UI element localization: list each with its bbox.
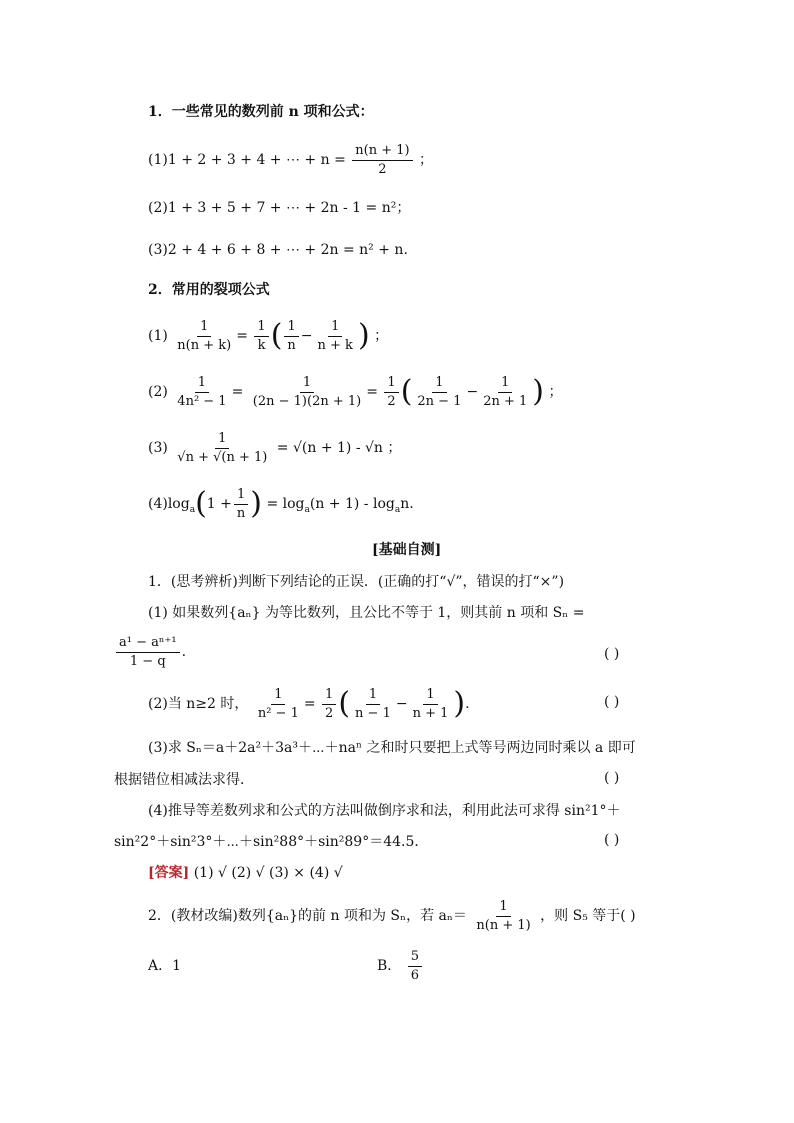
- q1-1-text: (1) 如果数列{aₙ} 为等比数列，且公比不等于 1，则其前 n 项和 Sₙ =: [148, 605, 585, 621]
- q2: 2．(教材改编)数列{aₙ}的前 n 项和为 Sₙ，若 aₙ＝ $\frac{1}{n(n + 1)}$ ，则 S₅ 等于( ): [148, 898, 636, 933]
- fraction: $\frac{1}{2n - 1}$: [417, 374, 462, 409]
- answer-text: (1) √ (2) √ (3) × (4) √: [193, 865, 343, 881]
- formula-2-2: (2) $\frac{1}{\text{4n² − 1}}$ = $\frac{1}{(2n - 1)(2n + 1)}$ = $\frac{1}{2}$ ( $\frac{1}{2n - 1}$ − $\frac{1}{2n + 1}$ ) ；: [148, 374, 563, 409]
- q1-4-line1: (4)推导等差数列求和公式的方法叫做倒序求和法，利用此法可求得 sin²1°＋: [148, 803, 621, 819]
- fraction: $\frac{1}{2}$: [322, 686, 336, 723]
- formula-2-1: (1) $\frac{1}{n(n + k)}$ = $\frac{1}{k}$ ( $\frac{1}{n}$ − $\frac{1}{n + k}$ ) ；: [148, 318, 389, 353]
- option-a[interactable]: A．1: [148, 958, 182, 974]
- fraction: $\frac{1}{n + 1}$: [412, 686, 449, 721]
- answer-blank[interactable]: ( ): [604, 646, 620, 662]
- q1-1-formula: $\frac{\text{a¹ − aⁿ⁺¹}}{1 - q}$ .: [114, 632, 186, 672]
- fraction: $\frac{1}{n + k}$: [317, 318, 353, 353]
- fraction: $\frac{1}{n}$: [284, 318, 298, 355]
- fraction: $\frac{5}{6}$: [408, 948, 422, 985]
- fraction: $\frac{1}{n(n + 1)}$: [476, 898, 531, 933]
- answer-tag: [答案]: [148, 865, 190, 881]
- fraction: $\frac{1}{k}$: [254, 318, 268, 355]
- fraction: $\frac{1}{(2n - 1)(2n + 1)}$: [252, 374, 362, 409]
- punct: ；: [419, 152, 434, 168]
- q1-2: (2)当 n≥2 时， $\frac{1}{\text{n² − 1}}$ = $\frac{1}{2}$ ( $\frac{1}{n - 1}$ − $\frac{1}{n + 1}$ ).: [148, 686, 470, 721]
- section2-title: 2．常用的裂项公式: [148, 282, 270, 298]
- section1-title: 1．一些常见的数列前 n 项和公式：: [148, 104, 374, 120]
- q1-3-line1: (3)求 Sₙ＝a＋2a²＋3a³＋⋯＋naⁿ 之和时只要把上式等号两边同时乘以 a 即可: [148, 740, 636, 756]
- self-test-heading: [基础自测]: [372, 542, 442, 558]
- formula-1-3: (3)2 + 4 + 6 + 8 + ⋯ + 2n = n² + n.: [148, 242, 408, 258]
- fraction: $\frac{1}{2}$: [384, 374, 398, 411]
- fraction: $\frac{1}{n}$: [234, 486, 248, 523]
- answer-blank[interactable]: ( ): [604, 770, 620, 786]
- answer-line: [148, 863, 343, 883]
- answer-blank[interactable]: ( ): [604, 832, 620, 848]
- fraction: $\frac{1}{n - 1}$: [355, 686, 391, 721]
- q1-3-line2: 根据错位相减法求得．: [114, 772, 254, 788]
- fraction: $\frac{1}{\text{4n² − 1}}$: [177, 374, 227, 409]
- fraction: $\frac{n(n + 1)}{2}$: [352, 142, 412, 179]
- q1-intro: 1．(思考辨析)判断下列结论的正误．(正确的打“√”，错误的打“×”): [148, 574, 565, 590]
- formula-2-4: $(4)\log_a(1$ + $\frac{1}{n}$ ) = $\log_a(n + 1) - \log_an$.: [148, 486, 414, 521]
- formula-2-3: (3) $\frac{1}{√n + √(n + 1)}$ = √(n + 1) - √n ；: [148, 430, 402, 465]
- option-b[interactable]: B． $\frac{5}{6}$: [377, 946, 424, 986]
- fraction: $\frac{1}{√n + √(n + 1)}$: [177, 430, 268, 465]
- answer-blank[interactable]: ( ): [604, 694, 620, 710]
- formula-1-1: [148, 140, 433, 180]
- fraction: $\frac{\text{a¹ − aⁿ⁺¹}}{1 - q}$: [116, 634, 180, 671]
- fraction: $\frac{1}{\text{n² − 1}}$: [257, 686, 299, 721]
- fraction: $\frac{1}{n(n + k)}$: [177, 318, 232, 353]
- formula-1-2: (2)1 + 3 + 5 + 7 + ⋯ + 2n - 1 = n²；: [148, 200, 411, 216]
- fraction: $\frac{1}{2n + 1}$: [483, 374, 528, 409]
- q1-4-line2: sin²2°＋sin²3°＋⋯＋sin²88°＋sin²89°＝44.5．: [114, 834, 429, 850]
- formula-1-1-left: (1)1 + 2 + 3 + 4 + ⋯ + n =: [148, 152, 346, 168]
